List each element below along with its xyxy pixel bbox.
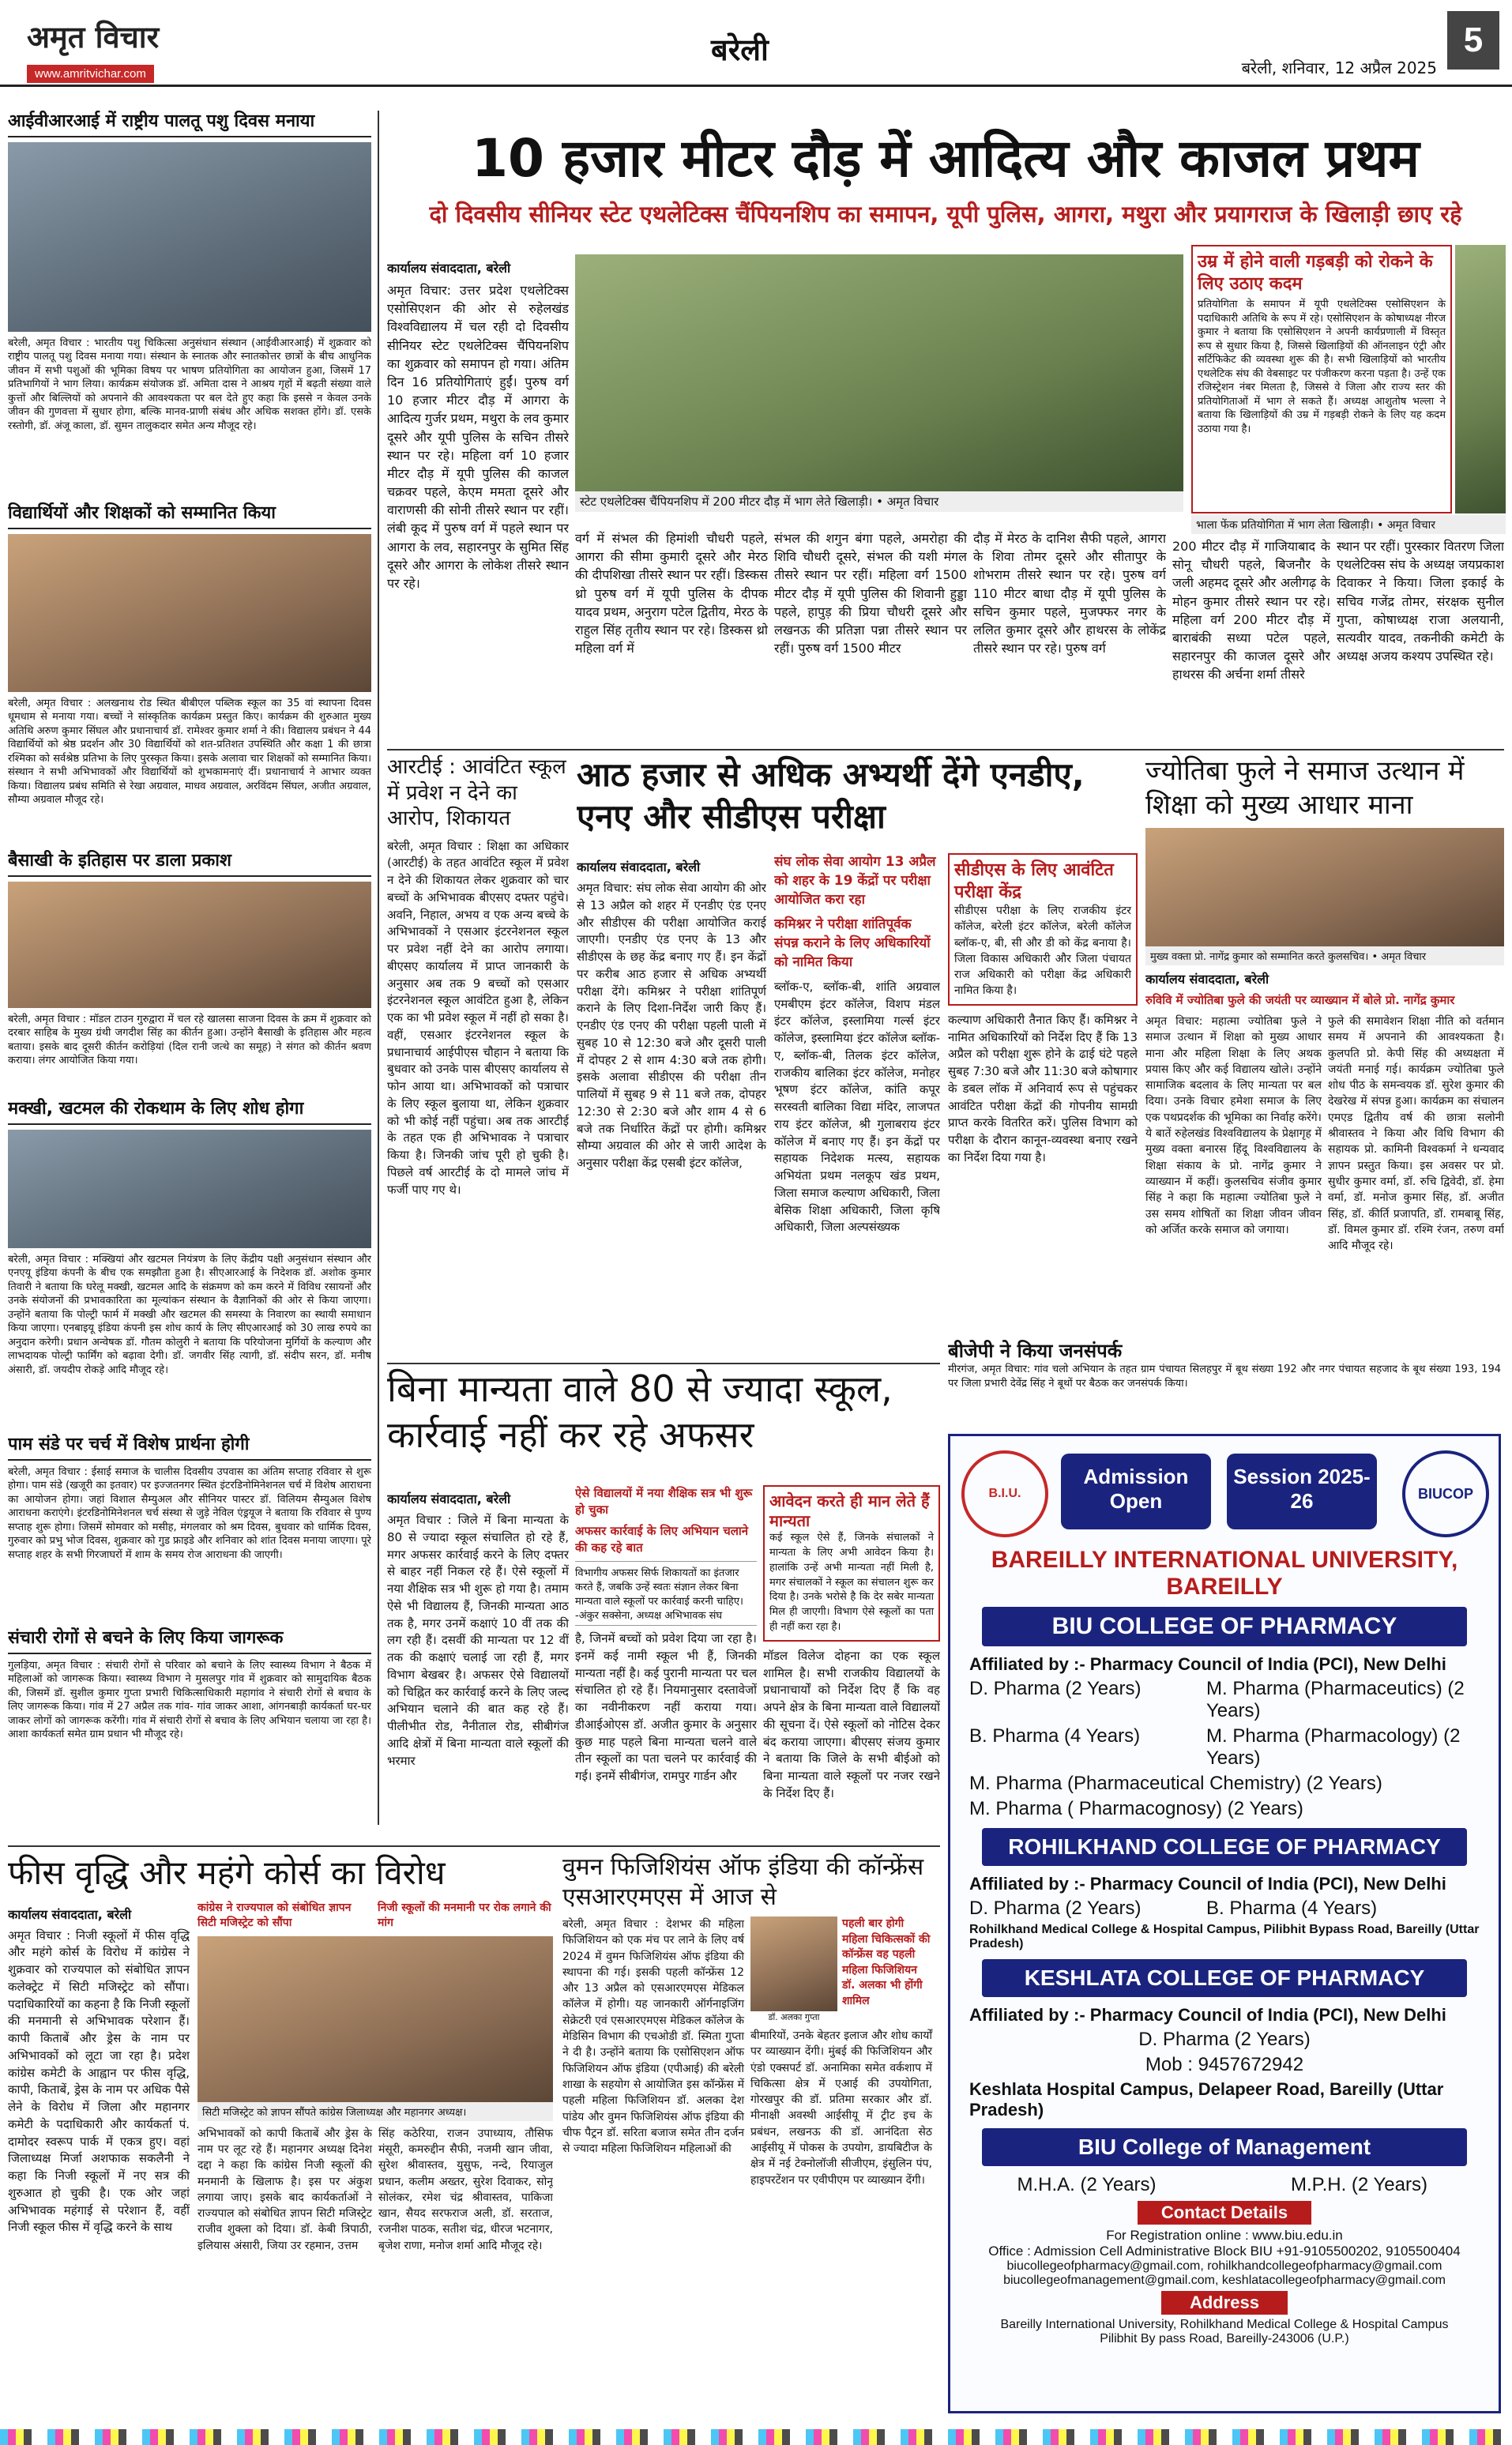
portrait-photo [750,1917,837,2011]
lead-body-6: स्थान पर रहीं। पुरस्कार वितरण जिला एथलेटिक्स संघ के अध्यक्ष जयप्रकाश दिवाकर ने किया। जिला इकाई के सचिव गजेंद्र तोमर, संरक्षक सुनील गुप्ता, कोषाध्यक्ष राजा अलयानी, सत्यवीर यादव, तकनीकी कमेटी के अध्यक्ष अजय कश्यप उपस्थित रहे। [1337,539,1504,664]
college-1-title: BIU COLLEGE OF PHARMACY [982,1607,1467,1646]
schools-bullet-2: अफसर कार्रवाई के लिए अभियान चलाने की कह रहे बात [575,1524,749,1555]
story-headline: बिना मान्यता वाले 80 से ज्यादा स्कूल, कार्रवाई नहीं कर रहे अफसर [387,1367,893,1456]
story-byline: कार्यालय संवाददाता, बरेली [1145,972,1269,987]
admission-open-pill: Admission Open [1061,1454,1211,1529]
story-ivri [8,111,371,442]
lead-body-3: संभल की शगुन बंगा पहले, अमरोहा की शिवि चौधरी दूसरे, संभल की यशी मंगल तीसरे स्थान पर रहीं। महिला वर्ग 1500 मीटर दौड़ में यूपी पुलिस की शिवानी हुड्डा पहले, हापुड़ की प्रिया चौधरी दूसरे और लखनऊ की प्रतिज्ञा पन्ना तीसरे स्थान पर रहीं। पुरुष वर्ग 1500 मीटर [774,531,967,656]
story-photo [1145,828,1504,946]
story-headline: मक्खी, खटमल की रोकथाम के लिए शोध होगा [8,1098,371,1125]
address-line-2: Pilibhit By pass Road, Bareilly-243006 (U.P.) [1100,2332,1349,2345]
story-headline: बैसाखी के इतिहास पर डाला प्रकाश [8,850,371,877]
story-photo [8,534,371,692]
lead-headline-block [387,126,1504,253]
lead-col-4 [973,529,1166,743]
story-body-2: फुले की समावेशन शिक्षा नीति को वर्तमान समय में अपनाने की आवश्यकता है। कुलपति प्रो. केपी सिंह की अध्यक्षता में जयंती मनाई गई। कार्यक्रम ज्योतिबा फुले शोध पीठ के समन्वयक डॉ. सुरेश कुमार की देखरेख में संपन्न हुआ। कार्यक्रम का संचालन एमएड द्वितीय वर्ष की छात्रा सलोनी श्रीवास्तव ने किया और विधि विभाग की सहायक प्रो. कामिनी विश्वकर्मा ने धन्यवाद ज्ञापन प्रस्तुत किया। इस अवसर पर प्रो. सुधीर कुमार वर्मा, डॉ. रुचि द्विवेदी, डॉ. हेमा वर्मा, डॉ. मनोज कुमार सिंह, डॉ. अजीत सिंह, डॉ. कीर्ति प्रजापति, डॉ. रामबाबू सिंह, डॉ. विमल कुमार डॉ. रश्मि रंजन, तरुण वर्मा आदि मौजूद रहे। [1328,1015,1504,1253]
issue-date: बरेली, शनिवार, 12 अप्रैल 2025 [1241,58,1437,77]
story-body-2: है, जिनमें बच्चों को प्रवेश दिया जा रहा है। इनमें कई नामी स्कूल भी हैं, जिनकी मान्यता नहीं है। कई पुरानी मान्यता पर चल संचालित हो रहे हैं। नियमानुसार दस्तावेजों का नवीनीकरण नहीं कराया गया। डीआईओएस डॉ. अजीत कुमार के अनुसार कुछ माह पहले बिना मान्यता चलने वाले तीन स्कूलों का पता चलने पर कार्रवाई की गई। इनमें सीबीगंज, रामपुर गार्डन और [575,1631,757,1783]
lead-col-2 [575,529,768,743]
exam-bullet-2: कमिश्नर ने परीक्षा शांतिपूर्वक संपन्न कराने के लिए अधिकारियों को नामित किया [774,916,931,970]
story-body-3: सिंह कठेरिया, राजन उपाध्याय, तौसिफ मंसूरी, कमरुद्दीन सैफी, नजमी खान जीवा, सुरेश श्रीवास्तव, युसुफ, नन्दे, रियाजुल प्रधान, कलीम अख्तर, सुरेश दिवाकर, सोनू सोलंकर, रमेश चंद्र श्रीवास्तव, पाकिजा खान, सैयद सरफराज अली, डॉ. सरताज, रजनीश पाठक, सतीश चंद्र, धीरज भटनागर, बृजेश राणा, मनोज शर्मा आदि मौजूद रहे। [378,2127,553,2252]
photo-caption: मुख्य वक्ता प्रो. नागेंद्र कुमार को सम्मानित करते कुलसचिव। • अमृत विचार [1145,946,1504,965]
exam-bullet-1: संघ लोक सेवा आयोग 13 अप्रैल को शहर के 19 केंद्रों पर परीक्षा आयोजित करा रहा [774,854,936,908]
story-headline: विद्यार्थियों और शिक्षकों को सम्मानित किया [8,502,371,529]
story-columns [562,1917,942,2188]
biu-logo: B.I.U. [961,1450,1048,1537]
story-headline: बीजेपी ने किया जनसंपर्क [948,1340,1123,1362]
college-2-affiliation: Affiliated by :- Pharmacy Council of India (PCI), New Delhi [969,1874,1446,1894]
lead-body-4: दौड़ में मेरठ के दानिश सैफी पहले, आगरा के शिवा तोमर दूसरे और सीतापुर के शोभराम तीसरे स्थान पर रहे। पुरुष वर्ग 110 मीटर बाधा दौड़ में यूपी पुलिस के सचिन कुमार पहले, मुजफ्फर नगर के ललित कुमार दूसरे और हाथरस के लोकेंद्र तीसरे स्थान पर रहे। पुरुष वर्ग [973,531,1166,656]
exam-col-2 [774,853,940,1359]
story-body: मीरगंज, अमृत विचार: गांव चलो अभियान के तहत ग्राम पंचायत सिलहपुर में बूथ संख्या 192 और नगर पंचायत सहजाद के बूथ संख्या 193, 194 पर जिला प्रभारी देवेंद्र सिंह ने बूथों पर बैठक कर जनसंपर्क किया। [948,1364,1501,1390]
story-rte [387,754,569,1355]
quote-box: विभागीय अफसर सिर्फ शिकायतों का इंतजार करते हैं, जबकि उन्हें स्वतः संज्ञान लेकर बिना मान्यता वाले स्कूलों पर कार्रवाई करनी चाहिए। -अंकुर सक्सेना, अध्यक्ष अभिभावक संघ [575,1561,757,1626]
schools-col-1 [387,1485,569,1841]
course-item: M. Pharma (Pharmacology) (2 Years) [1206,1725,1461,1769]
story-body-1: अमृत विचार : निजी स्कूलों में फीस वृद्धि और महंगे कोर्स के विरोध में कांग्रेस ने शुक्रवार को राज्यपाल को संबोधित ज्ञापन कलेक्ट्रेट में सिटी मजिस्ट्रेट को सौंपा। पदाधिकारियों का कहना है कि निजी स्कूलों की मनमानी से अभिभावक परेशान हैं। कापी किताबें और ड्रेस के नाम पर अभिभावकों को लूटा जा रहा है। प्रदेश कांग्रेस कमेटी के आह्वान पर फीस वृद्धि, कापी, किताबें, ड्रेस के नाम पर अधिक पैसे लेने के विरोध में जिला और महानगर कमेटी के पदाधिकारी और कार्यकर्ता पं. दामोदर स्वरूप पार्क में एकत्र हुए। वहां जिलाध्यक्ष मिर्जा अशफाक सकलैनी ने कहा कि निजी स्कूलों में नए सत्र की शुरुआत हो चुकी है। एक ओर जहां अभिभावक महंगाई से परेशान हैं, वहीं निजी स्कूल फीस में वृद्धि करने के साथ [8,1928,190,2235]
women-col-2 [750,1917,932,2188]
fees-col-1 [8,1901,190,2255]
portrait-block [750,1917,837,2023]
fees-col-2 [197,1901,553,2255]
story-body: गुलड़िया, अमृत विचार : संचारी रोगों से परिवार को बचाने के लिए स्वास्थ्य विभाग ने बैठक में महिलाओं को जागरूक किया। स्वास्थ्य विभाग ने मुसलपुर गांव में शुक्रवार को सामुदायिक बैठक की, जिसमें डॉ. सुशील कुमार गुप्ता प्रभारी चिकित्साधिकारी महागांव ने संचारी रोगों से बचाव के लिए जागरूक किया। गांव में 27 अप्रैल तक गांव- गांव जाकर आशा, आंगनबाड़ी कार्यकर्ता घर-घर जाकर लोगों को जागरूक करेंगी। गांव में संचारी रोगों से बचाव के लिए अभियान चलाया जा रहा है। आशा कार्यकर्ता समेत ग्राम प्रधान भी मौजूद रहे। [8,1659,371,1741]
college-2-title: ROHILKHAND COLLEGE OF PHARMACY [982,1828,1467,1866]
lead-body-2: वर्ग में संभल की हिमांशी चौधरी पहले, आगरा की सीमा कुमारी दूसरे और मेरठ की दीपशिखा तीसरे स्थान पर रहीं। डिस्कस थ्रो पुरुष वर्ग में यूपी पुलिस के दीपक यादव प्रथम, अनुराग पटेल द्वितीय, मेरठ के राहुल सिंह तृतीय स्थान पर रहे। डिस्कस थ्रो महिला वर्ग में [575,531,768,656]
sprint-photo [575,254,1183,491]
masthead [0,0,1512,87]
email-line-1[interactable]: biucollegeofpharmacy@gmail.com, rohilkhandcollegeofpharmacy@gmail.com [1006,2259,1442,2273]
schools-col-3 [763,1485,940,1841]
story-headline: संचारी रोगों से बचने के लिए किया जागरूक [8,1627,371,1654]
bullets [197,1901,553,1932]
college-4-courses [950,2172,1499,2198]
course-item: D. Pharma (2 Years) [1138,2029,1311,2050]
exam-col-3 [948,853,1138,1359]
cds-centres-box [948,853,1138,1006]
box-headline: सीडीएस के लिए आवंटित परीक्षा केंद्र [954,860,1114,902]
story-columns [1145,1014,1504,1254]
section-divider [8,1845,940,1847]
fees-lower-cols [197,2126,553,2254]
story-body-1: अमृत विचार : जिले में बिना मान्यता के 80 से ज्यादा स्कूल संचालित हो रहे हैं, मगर अफसर कार्रवाई करने के लिए दफ्तर से बाहर नहीं निकल रहे हैं। ऐसे स्कूलों में नया शैक्षिक सत्र भी शुरू हो गया है। तमाम ऐसे भी विद्यालय हैं, जिनकी मान्यता आठ तक है, मगर उनमें कक्षाएं 10 वीं तक की लग रही हैं। दसवीं की मान्यता पर 12 वीं तक की कक्षाएं चलाई जा रही हैं, मगर विभाग बेखबर है। अफसर ऐसे विद्यालयों को चिह्नित कर कार्रवाई करने के लिए जल्द अभियान चलाने की बात कह रहे हैं। पीलीभीत रोड, नैनीताल रोड, सीबीगंज आदि क्षेत्रों में बिना मान्यता वाले स्कूलों की भरमार [387,1513,569,1768]
schools-bullet-1: ऐसे विद्यालयों में नया शैक्षिक सत्र भी शुरू हो चुका [575,1486,753,1517]
college-1-affiliation: Affiliated by :- Pharmacy Council of India (PCI), New Delhi [969,1654,1446,1674]
lead-main-photo [575,254,1183,523]
college-3-campus: Keshlata Hospital Campus, Delapeer Road, Bareilly (Uttar Pradesh) [969,2079,1444,2120]
lead-col-3 [774,529,967,743]
story-phule [1145,754,1504,1434]
story-fees-protest [8,1853,553,2406]
story-body-3: मॉडल विलेज दोहना का एक स्कूल शामिल है। सभी राजकीय विद्यालयों के प्रधानाचार्यों को निर्देश दिए हैं कि वह अपने क्षेत्र के बिना मान्यता वाले विद्यालयों की सूचना दें। ऐसे स्कूलों को नोटिस देकर बंद कराया जाएगा। बीएसए संजय कुमार ने बताया कि जिले के सभी बीईओ को बिना मान्यता वाले स्कूलों पर नजर रखने के निर्देश दिए हैं। [763,1648,940,1800]
story-body-3: कल्याण अधिकारी तैनात किए हैं। कमिश्नर ने नामित अधिकारियों को निर्देश दिए हैं कि 13 अप्रैल को परीक्षा शुरू होने के ढाई घंटे पहले सुबह 7:30 बजे और 11:30 बजे कोषागार के डबल लॉक में अनिवार्य रूप से पहुंचकर आवंटित परीक्षा केंद्रों की गोपनीय सामग्री प्राप्त करके वितरित करें। पुलिस विभाग को परीक्षा के दौरान कानून-व्यवस्था बनाए रखने का निर्देश दिया गया है। [948,1012,1138,1164]
story-layout [8,1901,553,2255]
lead-col-5 [1172,537,1330,743]
story-palm-sunday [8,1434,371,1623]
lead-body-5: 200 मीटर दौड़ में गाजियाबाद के सोनू चौधरी पहले, बिजनौर के जली अहमद दूसरे और अलीगढ़ के मोहन कुमार तीसरे स्थान पर रहे। महिला वर्ग 200 मीटर दौड़ में बाराबंकी सध्या पटेल पहले, सहारनपुर की काजल दूसरे और हाथरस की अर्चना शर्मा तीसरे [1172,539,1330,683]
office-phone: Office : Admission Cell Administrative Block BIU +91-9105500202, 9105500404 [988,2244,1461,2259]
exam-headline-block [577,754,1138,849]
contact-details-label: Contact Details [1138,2201,1311,2225]
box-body: प्रतियोगिता के समापन में यूपी एथलेटिक्स एसोसिएशन के पदाधिकारी अतिथि के रूप में रहे। एसोसिएशन के कोषाध्यक्ष नीरज कुमार ने बताया कि एसोसिएशन ने अपनी कार्यप्रणाली में विस्तृत रूप से सुधार किया है, जिससे खिलाड़ियों की ऑनलाइन एंट्री और सर्टिफिकेट की व्यवस्था शुरू की है। सभी खिलाड़ियों को भारतीय एथलेटिक संघ की वेबसाइट पर पंजीकरण करना पड़ता है। उन्हें एक रजिस्ट्रेशन नंबर मिलता है, जिससे वे जिला और राज्य स्तर की प्रतियोगिताओं में भाग ले सकते हैं। अध्यक्ष आशुतोष भल्ला ने बताया कि खिलाड़ियों की उम्र में गड़बड़ी रोकने के लिए यह कदम उठाया गया है। [1198,299,1446,435]
lead-col-1 [387,254,569,744]
portrait-label: डॉ. अलका गुप्ता [768,2012,820,2022]
column-divider [378,111,379,1825]
story-body-2: बीमारियों, उनके बेहतर इलाज और शोध कार्यों पर व्याख्यान देंगी। मुंबई की फिजिशियन और एंडो एक्सपर्ट डॉ. अनामिका समेत वर्कशाप में चिकित्सा क्षेत्र में एआई की उपयोगिता, गोरखपुर की डॉ. प्रतिमा सरकार और डॉ. मीनाक्षी अवस्थी आईसीयू में ट्रीट इच के प्रबंधन, लखनऊ की डॉ. आनंदिता सेठ आईसीयू में पोकस के उपयोग, डायबिटीज के क्षेत्र में नई टेक्नोलॉजी सीजीएम, इंसुलिन पंप, हाइपरटेंशन पर एवीपीएम पर व्याख्यान देंगी। [750,2029,932,2187]
story-bbl-school [8,502,371,850]
course-item: B. Pharma (4 Years) [969,1725,1141,1747]
story-byline: कार्यालय संवाददाता, बरेली [8,1906,132,1922]
protest-photo [197,1936,553,2102]
lead-subheadline: दो दिवसीय सीनियर स्टेट एथलेटिक्स चैंपियनशिप का समापन, यूपी पुलिस, आगरा, मथुरा और प्रयागराज के खिलाड़ी छाए रहे [429,200,1462,228]
biucop-logo: BIUCOP [1402,1450,1489,1537]
story-body-2: अभिभावकों को कापी किताबें और ड्रेस के नाम पर लूट रहे हैं। महानगर अध्यक्ष दिनेश दद्दा ने कहा कि कांग्रेस निजी स्कूलों की मनमानी के खिलाफ है। इस पर अंकुश लगाया जाए। इसके बाद कार्यकर्ताओं ने राज्यपाल को संबोधित ज्ञापन सिटी मजिस्ट्रेट राजीव शुक्ला को दिया। डॉ. केबी त्रिपाठी, इलियास अंसारी, जिया उर रहमान, उत्तम [197,2127,372,2252]
side-note: पहली बार होगी महिला चिकित्सकों की कॉन्फ्रेंस वह पहली महिला फिजिशियन डॉ. अलका भी होंगी शामिल [842,1917,931,2007]
lead-col-6 [1337,537,1504,743]
age-fraud-box [1191,245,1452,513]
javelin-photo-edge [1455,245,1506,513]
course-item: M.H.A. (2 Years) [1017,2174,1157,2195]
story-photo [8,1130,371,1248]
college-3-affiliation: Affiliated by :- Pharmacy Council of India (PCI), New Delhi [969,2005,1446,2025]
box-headline: आवेदन करते ही मान लेते हैं मान्यता [769,1491,930,1530]
story-bjp [948,1339,1501,1428]
story-photo [8,142,371,332]
story-byline: कार्यालय संवाददाता, बरेली [387,1491,511,1506]
college-2-courses [950,1896,1499,1921]
story-bullet: रुविवि में ज्योतिबा फुले की जयंती पर व्याख्यान में बोले प्रो. नागेंद्र कुमार [1145,993,1455,1007]
portrait-wrap [750,1917,932,2023]
story-headline: फीस वृद्धि और महंगे कोर्स का विरोध [8,1853,446,1892]
lead-photo-caption: स्टेट एथलेटिक्स चैंपियनशिप में 200 मीटर दौड़ में भाग लेते खिलाड़ी। • अमृत विचार [575,491,1183,512]
story-body: बरेली, अमृत विचार : शिक्षा का अधिकार (आरटीई) के तहत आवंटित स्कूल में प्रवेश न देने की शिकायत लेकर शुक्रवार को चार बच्चों के अभिभावक बीएसए दफ्तर पहुंचे। अवनि, निहाल, अभय व एक अन्य बच्चे के अभिभावकों ने एसआर इंटरनेशनल स्कूल पर प्रवेश नहीं देने का आरोप लगाया। बीएसए कार्यालय में प्राप्त जानकारी के अनुसार अब तक 9 बच्चों को एसआर इंटरनेशनल स्कूल आवंटित हुआ है, लेकिन एक का भी प्रवेश स्कूल में नहीं हो सका है। वहीं, एसआर इंटरनेशनल स्कूल के प्रधानाचार्य आईपीएस चौहान ने बताया कि बुधवार को उनके पास बीएसए कार्यालय से फोन आया था। अभिभावकों को पत्राचार के लिए स्कूल बुलाया था, लेकिन शुक्रवार को भी कोई नहीं पहुंचा। अब तक आरटीई के तहत एक ही अभिभावक ने पत्राचार किया है। जिनकी जांच पूरी हो चुकी है। पिछले वर्ष आरटीई के दो मामले जांच में फर्जी पाए गए थे। [387,838,569,1197]
page-number: 5 [1447,11,1499,70]
story-body-1: अमृत विचार: संघ लोक सेवा आयोग की ओर से 13 अप्रैल को शहर में एनडीए एंड एनए और सीडीएस की परीक्षा आयोजित कराई जाएगी। एनडीए एंड एनए के 13 और सीडीएस के छह केंद्र बनाए गए हैं। इन केंद्रों पर करीब आठ हजार से अधिक अभ्यर्थी परीक्षा देंगे। कमिश्नर ने परीक्षा शांतिपूर्ण कराने के लिए दिशा-निर्देश जारी किए हैं। एनडीए एंड एनए की परीक्षा पहली पाली में सुबह 10 से 12:30 बजे और दूसरी पाली में दोपहर 2 से शाम 4:30 बजे तक होगी। इसके अलावा सीडीएस की परीक्षा तीन पालियों में सुबह 9 से 11 बजे तक, दोपहर 12:30 से 2:30 बजे और शाम 4 से 6 बजे तक निर्धारित केंद्रों पर होगी। कमिश्नर सौम्या अग्रवाल की ओर से जारी आदेश के अनुसार परीक्षा केंद्र एसबी इंटर कॉलेज, [577,881,766,1170]
newspaper-url[interactable]: www.amritvichar.com [27,65,154,83]
story-body-1: बरेली, अमृत विचार : देशभर की महिला फिजिशियन को एक मंच पर लाने के लिए वर्ष 2024 में वुमन फिजिशियंस ऑफ इंडिया की स्थापना की गई। इसकी पहली कॉन्फ्रेंस 12 और 13 अप्रैल को एसआरएमएस मेडिकल कॉलेज में होगी। यह जानकारी ऑर्गनाइजिंग सेक्रेटरी एवं एसआरएमएस मेडिकल कॉलेज के मेडिसिन विभाग की एचओडी डॉ. स्मिता गुप्ता ने दी है। उन्होंने बताया कि एसोसिएशन ऑफ फिजिशियन ऑफ इंडिया (एपीआई) की बरेली शाखा के सहयोग से आयोजित इस कॉन्फ्रेंस में पहली महिला फिजिशियन डॉ. अलका देश पांडेय और वुमन फिजिशियंस ऑफ इंडिया की चीफ पैट्रन डॉ. सरिता बजाज समेत तीन दर्जन से ज्यादा महिला फिजिशियन महिलाओं की [562,1918,744,2156]
story-headline: वुमन फिजिशियंस ऑफ इंडिया की कॉन्फ्रेंस एसआरएमएस में आज से [562,1853,924,1911]
story-body: बरेली, अमृत विचार : मक्खियां और खटमल नियंत्रण के लिए केंद्रीय पक्षी अनुसंधान संस्थान और एनएयू इंडिया कंपनी के बीच एक समझौता हुआ है। सीएआरआई के निदेशक डॉ. अशोक कुमार तिवारी ने बताया कि घरेलू मक्खी, खटमल आदि के संक्रमण को कम करने में विविध रसायनों और उनके संयोजनों की प्रभावकारिता का मूल्यांकन संस्थान के वैज्ञानिकों की ओर से किया जाएगा। उन्होंने बताया कि पोल्ट्री फार्म में मक्खी और खटमल की समस्या के निवारण का स्थायी समाधान किया जाएगा। एनबाइयू इंडिया कंपनी इस शोध कार्य के लिए सीएआरआई को 30 लाख रुपये का अनुदान करेगी। प्रधान अन्वेषक डॉ. गौतम कोलुरी ने बताया कि परियोजना मुर्गियों के कल्याण और लाभदायक पोल्ट्री फार्मिंग को बढ़ावा देगी। डॉ. जगवीर सिंह त्यागी, डॉ. संदीप सरन, डॉ. मनीष अंसारी, डॉ. जयदीप रोकड़े आदि मौजूद रहे। [8,1253,371,1376]
course-item: D. Pharma (2 Years) [969,1898,1142,1919]
address-line-1: Bareilly International University, Rohilkhand Medical College & Hospital Campus [1000,2318,1449,2331]
section-divider [387,749,1504,750]
story-disease-awareness [8,1627,371,1825]
course-item: B. Pharma (4 Years) [1206,1898,1378,1919]
story-women-physicians [562,1853,942,2406]
newspaper-logo: अमृत विचार [27,20,160,55]
schools-headline-block [387,1367,940,1477]
story-headline: आठ हजार से अधिक अभ्यर्थी देंगे एनडीए, एनए और सीडीएस परीक्षा [577,755,1085,836]
story-byline: कार्यालय संवाददाता, बरेली [577,860,701,875]
schools-col-2 [575,1485,757,1841]
fees-bullet-2: निजी स्कूलों की मनमानी पर रोक लगाने की मांग [378,1901,551,1930]
lead-body-1: अमृत विचार: उत्तर प्रदेश एथलेटिक्स एसोसिएशन की ओर से रुहेलखंड विश्वविद्यालय में चल रही दो दिवसीय सीनियर स्टेट एथलेटिक्स चैंपियनशिप का शुक्रवार को समापन हो गया। अंतिम दिन 16 प्रतियोगिताएं हुईं। पुरुष वर्ग 10 हजार मीटर दौड़ में आगरा के आदित्य गुर्जर प्रथम, मथुरा के लव कुमार दूसरे और यूपी पुलिस के सचिन तीसरे स्थान पर रहे। महिला वर्ग 10 हजार मीटर दौड़ में यूपी पुलिस की काजल चक्रवर पहले, केएम ममता दूसरे और वाराणसी की सोनी तीसरे स्थान पर रहीं। लंबी कूद में पुरुष वर्ग में पहले स्थान पर आगरा के लव, सहारनपुर के सुमित सिंह दूसरे और आगरा के लोकेश तीसरे स्थान पर रहे। [387,283,569,591]
story-body: बरेली, अमृत विचार : भारतीय पशु चिकित्सा अनुसंधान संस्थान (आईवीआरआई) में शुक्रवार को राष्ट्रीय पालतू पशु दिवस मनाया गया। संस्थान के स्नातक और स्नातकोत्तर छात्रों के बीच आधुनिक जीवन में सभी पशुओं की भूमिका विषय पर भाषण प्रतियोगिता का आयोजन हुआ, जिसमें 17 प्रतिभागियों ने भाग लिया। कार्यक्रम संयोजक डॉ. अमिता दास ने आश्रय गृहों में बढ़ती संख्या वाले कुत्तों और बिल्लियों को अपनाने की आवश्यकता पर बल देते हुए कहा कि इससे न केवल उनके जीवन की गुणवत्ता में सुधार होगा, बल्कि मानव-प्राणी संबंध और अधिक सशक्त होंगे। डॉ. एसके रस्तोगी, डॉ. अंजू काला, डॉ. सुमन तालुकदार समेत अन्य मौजूद रहे। [8,337,371,432]
story-body: बरेली, अमृत विचार : मॉडल टाउन गुरुद्वारा में चल रहे खालसा साजना दिवस के क्रम में शुक्रवार को दरबार साहिब के मुख्य ग्रंथी जगदीश सिंह का कीर्तन हुआ। उन्होंने बैसाखी के इतिहास और महत्व बताया। इसके बाद दूसरी कीर्तन करोड़ियां (दिल रानी जत्थे का समूह) ने संगत को कीर्तन श्रवण कराया। लंगर आयोजित किया गया। [8,1013,371,1067]
college-1-courses [950,1676,1499,1822]
college-3-title: KESHLATA COLLEGE OF PHARMACY [982,1959,1467,1997]
story-body-2: ब्लॉक-ए, ब्लॉक-बी, शांति अग्रवाल एमबीएम इंटर कॉलेज, विशप मंडल इंटर कॉलेज, इस्लामिया गर्ल्स इंटर कॉलेज, इस्लामिया इंटर कॉलेज ब्लॉक-ए, ब्लॉक-बी, तिलक इंटर कॉलेज, राजकीय बालिका इंटर कॉलेज, मनोहर भूषण इंटर कॉलेज, कांति कपूर सरस्वती बालिका विद्या मंदिर, लाजपत राय इंटर कॉलेज, श्री गुलाबराय इंटर कॉलेज में बनाए गए हैं। इन केंद्रों पर सहायक निदेशक मत्स्य, सहायक अभियंता प्रथम नलकूप खंड प्रथम, जिला समाज कल्याण अधिकारी, जिला बेसिक शिक्षा अधिकारी, जिला कृषि अधिकारी, जिला अल्पसंख्यक [774,979,940,1235]
story-cari-research [8,1098,371,1430]
session-pill: Session 2025-26 [1227,1454,1377,1529]
story-headline: पाम संडे पर चर्च में विशेष प्रार्थना होगी [8,1434,371,1461]
box-body: कई स्कूल ऐसे हैं, जिनके संचालकों ने मान्यता के लिए अभी आवेदन किया है। हालांकि उन्हें अभी मान्यता नहीं मिली है, मगर संचालकों ने स्कूल का संचालन शुरू कर दिया है। उनके भरोसे है कि देर सबेर मान्यता मिल ही जाएगी। विभाग ऐसे स्कूलों का पता ही नहीं करा रहा है। [769,1532,934,1634]
university-name: BAREILLY INTERNATIONAL UNIVERSITY, BAREILLY [991,1547,1458,1600]
section-divider [387,1363,940,1364]
registration-website[interactable]: For Registration online : www.biu.edu.in [1106,2228,1343,2243]
javelin-caption-wrap [1191,515,1506,534]
lead-byline: कार्यालय संवाददाता, बरेली [387,261,511,276]
javelin-photo [1455,245,1506,513]
course-item: M. Pharma (Pharmaceutics) (2 Years) [1206,1678,1465,1721]
college-2-campus: Rohilkhand Medical College & Hospital Campus, Pilibhit Bypass Road, Bareilly (Uttar Pradesh) [969,1923,1480,1950]
lead-headline: 10 हजार मीटर दौड़ में आदित्य और काजल प्रथम [472,128,1420,189]
mobile-number[interactable]: Mob : 9457672942 [1145,2054,1304,2075]
email-line-2[interactable]: biucollegeofmanagement@gmail.com, keshlatacollegeofpharmacy@gmail.com [1003,2274,1446,2287]
recognition-box [763,1485,940,1642]
course-item: M.P.H. (2 Years) [1291,2174,1427,2195]
course-item: M. Pharma ( Pharmacognosy) (2 Years) [969,1798,1303,1819]
address-label: Address [1161,2291,1288,2315]
javelin-caption: भाला फेंक प्रतियोगिता में भाग लेता खिलाड़ी। • अमृत विचार [1191,515,1506,534]
story-headline: आरटीई : आवंटित स्कूल में प्रवेश न देने का आरोप, शिकायत [387,755,566,830]
photo-caption: सिटी मजिस्ट्रेट को ज्ञापन सौंपते कांग्रेस जिलाध्यक्ष और महानगर अध्यक्ष। [197,2102,553,2121]
story-body: बरेली, अमृत विचार : ईसाई समाज के चालीस दिवसीय उपवास का अंतिम सप्ताह रविवार से शुरू होगा। पाम संडे (खजूरी का इतवार) पर इज्जतनगर स्थित इंटरडिनोमिनेशनल चर्च में विशेष आराधना का आयोजन होगा। जहां विशाल सैम्युअल और सीनियर पास्टर डॉ. विलियम सैम्युअल विशेष आराधना कराएंगे। इंटरडिनोमिनेशनल चर्च संस्था से जुड़े नेविल एंड्रयूज ने बताया कि रविवार से पुण्य सप्ताह शुरू होगा। जिसमें सोमवार को मसीह, मंगलवार को श्रम दिवस, बुधवार को धार्मिक दिवस, गुरुवार को प्रभु भोज दिवस, शुक्रवार को गुड फ्राइडे और शनिवार को शांत दिवस मनाया जाएगा। पूरे सप्ताह शहर के सभी गिरजाघरों में शाम के समय रोज आराधना की जाएगी। [8,1465,371,1561]
print-registration-bar [0,2429,1512,2445]
biu-advertisement [948,1434,1501,2413]
city-name: बरेली [711,32,769,67]
story-body: बरेली, अमृत विचार : अलखनाथ रोड स्थित बीबीएल पब्लिक स्कूल का 35 वां स्थापना दिवस धूमधाम से मनाया गया। बच्चों ने सांस्कृतिक कार्यक्रम प्रस्तुत किए। कार्यक्रम की शुरुआत मुख्य अतिथि अरुण कुमार सिंघल और प्रधानाचार्य डॉ. रामेश्वर कुमार शर्मा ने की। विद्यालय प्रबंधन ने 44 विद्यार्थियों को श्रेष्ठ प्रदर्शन और 30 विद्यार्थियों को शत-प्रतिशत उपस्थिति और कक्षा 1 की छात्रा रश्मिका को सर्वश्रेष्ठ प्रतिभा के लिए पुरस्कृत किया। इसके अलावा चार शिक्षकों को सम्मानित किया। संस्थान ने सभी अभिभावकों और विद्यार्थियों को शुभकामनाएं दीं। प्रधानाचार्य ने आभार व्यक्त किया। विद्यालय प्रबंध समिति से रेखा अग्रवाल, माधव अग्रवाल, अरविंदम सिंघल, अजीत अग्रवाल, सौम्या अग्रवाल मौजूद रहे। [8,697,371,807]
box-headline: उम्र में होने वाली गड़बड़ी को रोकने के लिए उठाए कदम [1198,252,1433,294]
story-photo [8,882,371,1008]
course-item: M. Pharma (Pharmaceutical Chemistry) (2 Years) [969,1773,1382,1794]
fees-bullet-1: कांग्रेस ने राज्यपाल को संबोधित ज्ञापन सिटी मजिस्ट्रेट को सौंपा [197,1901,352,1930]
exam-col-1 [577,853,766,1359]
story-body-1: अमृत विचार: महात्मा ज्योतिबा फुले ने समाज उत्थान में शिक्षा को मुख्य आधार माना और महिला शिक्षा के लिए अथक प्रयास किए और कई विद्यालय खोले। उन्होंने सामाजिक बदलाव के लिए मान्यता पर बल दिया। उनके विचार हमेशा समाज के लिए एक पथप्रदर्शक की भूमिका का निर्वाह करेंगे। ये बातें रुहेलखंड विश्वविद्यालय के प्रेक्षागृह में मुख्य वक्ता बनारस हिंदू विश्वविद्यालय के शिक्षा संकाय के प्रो. नागेंद्र कुमार ने व्याख्यान में कहीं। कुलसचिव संजीव कुमार सिंह ने कहा कि महात्मा ज्योतिबा फुले ने उस समय शोषितों का शिक्षा जीवन जीवन को अर्जित करके समाज को जगाया। [1145,1015,1322,1236]
story-headline: ज्योतिबा फुले ने समाज उत्थान में शिक्षा को मुख्य आधार माना [1145,755,1465,821]
story-baisakhi [8,850,371,1095]
story-headline: आईवीआरआई में राष्ट्रीय पालतू पशु दिवस मनाया [8,111,371,137]
course-item: D. Pharma (2 Years) [969,1678,1142,1699]
box-body: सीडीएस परीक्षा के लिए राजकीय इंटर कॉलेज, बरेली इंटर कॉलेज, बरेली कॉलेज ब्लॉक-ए, बी, सी और डी को केंद्र बनाया है। जिला विकास अधिकारी और जिला पंचायत राज अधिकारी को परीक्षा केंद्र अधिकारी नामित किया है। [954,905,1131,998]
college-4-title: BIU College of Management [982,2128,1467,2166]
